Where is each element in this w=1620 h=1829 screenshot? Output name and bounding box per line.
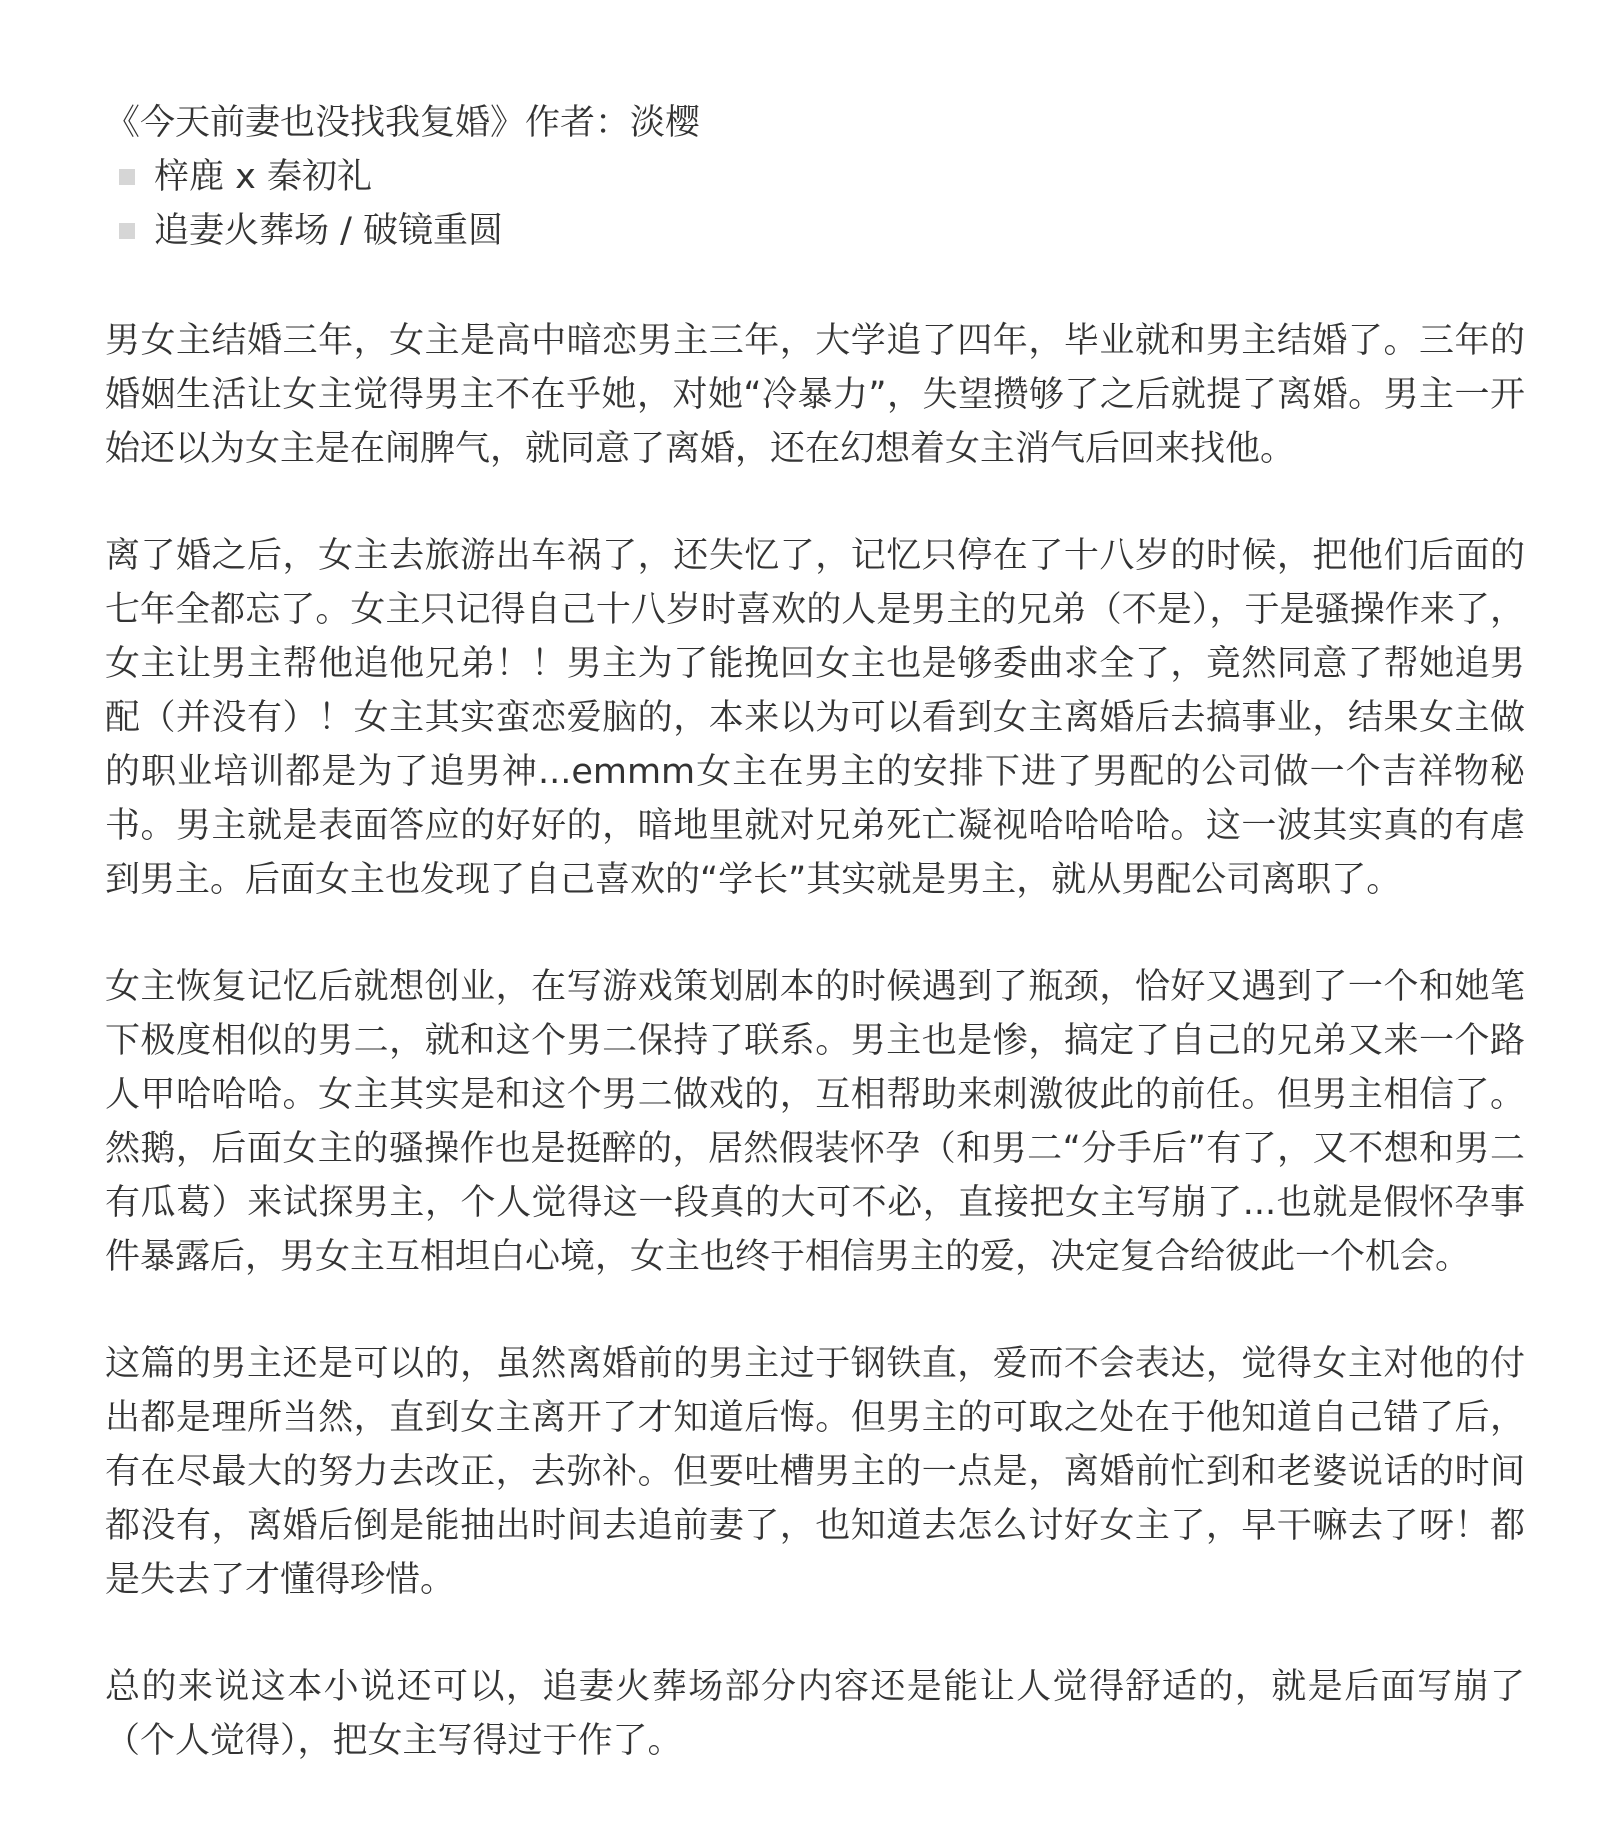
square-bullet-icon xyxy=(119,169,135,185)
list-item xyxy=(105,204,1525,258)
paragraph-5: 总的来说这本小说还可以，追妻火葬场部分内容还是能让人觉得舒适的，就是后面写崩了（个人觉得），把女主写得过于作了。 xyxy=(105,1667,1525,1761)
article-body xyxy=(105,96,1525,1768)
tag-genre: 追妻火葬场 / 破镜重圆 xyxy=(154,211,504,251)
paragraph-2: 离了婚之后，女主去旅游出车祸了，还失忆了，记忆只停在了十八岁的时候，把他们后面的七年全都忘了。女主只记得自己十八岁时喜欢的人是男主的兄弟（不是），于是骚操作来了，女主让男主帮他追他兄弟！！男主为了能挽回女主也是够委曲求全了，竟然同意了帮她追男配（并没有）！女主其实蛮恋爱脑的，本来以为可以看到女主离婚后去搞事业，结果女主做的职业培训都是为了追男神...emmm女主在男主的安排下进了男配的公司做一个吉祥物秘书。男主就是表面答应的好好的，暗地里就对兄弟死亡凝视哈哈哈哈。这一波其实真的有虐到男主。后面女主也发现了自己喜欢的“学长”其实就是男主，就从男配公司离职了。 xyxy=(105,536,1525,900)
tag-couple: 梓鹿 x 秦初礼 xyxy=(154,157,372,197)
paragraph-3: 女主恢复记忆后就想创业，在写游戏策划剧本的时候遇到了瓶颈，恰好又遇到了一个和她笔下极度相似的男二，就和这个男二保持了联系。男主也是惨，搞定了自己的兄弟又来一个路人甲哈哈哈。女主其实是和这个男二做戏的，互相帮助来刺激彼此的前任。但男主相信了。然鹅，后面女主的骚操作也是挺醉的，居然假装怀孕（和男二“分手后”有了，又不想和男二有瓜葛）来试探男主，个人觉得这一段真的大可不必，直接把女主写崩了...也就是假怀孕事件暴露后，男女主互相坦白心境，女主也终于相信男主的爱，决定复合给彼此一个机会。 xyxy=(105,967,1525,1277)
square-bullet-icon xyxy=(119,223,135,239)
article-title: 《今天前妻也没找我复婚》作者：淡樱 xyxy=(105,103,701,143)
paragraph-1: 男女主结婚三年，女主是高中暗恋男主三年，大学追了四年，毕业就和男主结婚了。三年的婚姻生活让女主觉得男主不在乎她，对她“冷暴力”，失望攒够了之后就提了离婚。男主一开始还以为女主是在闹脾气，就同意了离婚，还在幻想着女主消气后回来找他。 xyxy=(105,321,1525,469)
list-item xyxy=(105,150,1525,204)
tag-list xyxy=(105,150,1525,258)
paragraph-4: 这篇的男主还是可以的，虽然离婚前的男主过于钢铁直，爱而不会表达，觉得女主对他的付出都是理所当然，直到女主离开了才知道后悔。但男主的可取之处在于他知道自己错了后，有在尽最大的努力去改正，去弥补。但要吐槽男主的一点是，离婚前忙到和老婆说话的时间都没有，离婚后倒是能抽出时间去追前妻了，也知道去怎么讨好女主了，早干嘛去了呀！都是失去了才懂得珍惜。 xyxy=(105,1344,1525,1600)
